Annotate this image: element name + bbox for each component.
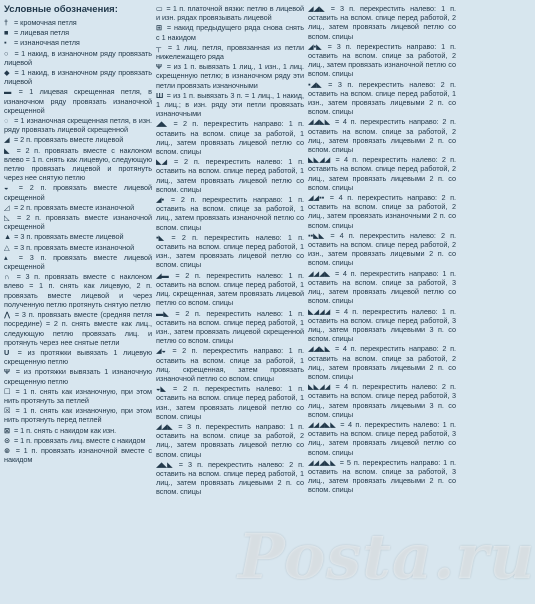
- knitting-symbol-icon: ◢◢◣◣: [308, 344, 331, 354]
- knitting-symbol-icon: ◒◣: [156, 384, 166, 394]
- legend-entry-text: = 2 п. перекрестить направо: 1 п. оставить на вспом. спице за работой, 1 лиц. скрещенная, затем провязать изнаночной петлю со вспом. спицы: [156, 346, 305, 383]
- legend-entry: [156, 346, 304, 383]
- legend-column-2: [156, 4, 304, 604]
- knitting-symbol-icon: ▪▪◣◣: [308, 230, 325, 240]
- legend-list-2: [156, 4, 304, 497]
- legend-entry-text: = накид предыдущего ряда снова снять с 1 накидом: [156, 23, 304, 42]
- legend-entry-text: = 1 п. снять с накидом как изн.: [13, 425, 117, 435]
- legend-entry: [4, 183, 152, 201]
- legend-entry-text: = 1 п. платочной вязки: петлю в лицевой и изн. рядах провязывать лицевой: [156, 4, 304, 23]
- knitting-symbol-icon: ◿: [4, 202, 10, 212]
- knitting-symbol-icon: ◢◒: [156, 346, 166, 356]
- legend-entry-text: = 3 п. провязать вместе лицевой: [14, 232, 124, 242]
- legend-entry-text: = 1 п. провязать лиц. вместе с накидом: [13, 435, 146, 445]
- legend-entry: [4, 49, 152, 67]
- knitting-symbol-icon: ◣◢: [156, 157, 168, 167]
- knitting-symbol-icon: ⋀: [4, 310, 11, 320]
- legend-column-3: [308, 4, 456, 604]
- legend-entry: [308, 382, 456, 419]
- knitting-symbol-icon: ∩: [4, 272, 10, 282]
- legend-list-1: [4, 18, 152, 464]
- legend-entry: [156, 460, 304, 497]
- legend-entry: [156, 119, 304, 156]
- legend-entry: [4, 367, 152, 385]
- legend-entry: [156, 43, 304, 61]
- knitting-symbol-icon: ◢◢◢◣◣: [308, 419, 336, 429]
- legend-entry-text: = 2 п. перекрестить направо: 1 п. оставить на вспом. спице за работой, 1 лиц., затем провязать лицевой петлю со вспом. спицы: [156, 119, 305, 157]
- legend-entry: [4, 18, 152, 27]
- legend-entry: [4, 310, 152, 347]
- legend-entry-text: = 3 п. провязать вместе (средняя петля посредине) = 2 п. снять вместе как лиц., следующую петлю провязать лиц. и протянуть через нее снятые петли: [4, 310, 152, 347]
- legend-entry: [4, 116, 152, 134]
- legend-entry-text: = кромочная петля: [13, 18, 77, 27]
- legend-entry-text: = 2 п. провязать вместе лицевой скрещенной: [4, 183, 152, 202]
- legend-entry: [4, 446, 152, 464]
- legend-entry-text: = из протяжки вывязать 1 лицевую скрещенную петлю: [4, 347, 152, 367]
- legend-entry-text: = 4 п. перекрестить направо: 2 п. оставить на вспом. спице за работой, 2 лиц., затем провязать лицевыми 2 п. со вспом. спицы: [308, 344, 457, 381]
- legend-entry: [308, 307, 456, 344]
- legend-entry: [156, 271, 304, 308]
- legend-entry-text: = 3 п. провязать вместе изнаночной: [13, 242, 135, 252]
- knitting-symbol-icon: ▴: [4, 252, 8, 262]
- knitting-symbol-icon: U: [4, 347, 10, 357]
- legend-entry-text: = 1 лицевая скрещенная петля, в изнаночном ряду провязать изнаночной скрещенной: [4, 87, 152, 115]
- knitting-symbol-icon: ▬: [4, 87, 12, 97]
- knitting-symbol-icon: ◣◣◢◢: [308, 155, 331, 165]
- knitting-symbol-icon: ◺: [4, 213, 10, 223]
- legend-entry: [156, 384, 304, 421]
- legend-title: Условные обозначения:: [4, 4, 118, 15]
- knitting-symbol-icon: ◢◢◣: [156, 421, 173, 431]
- legend-entry-text: = 4 п. перекрестить направо: 1 п. оставить на вспом. спице за работой, 3 лиц., затем провязать лицевой петлю со вспом. спицы: [308, 268, 457, 306]
- legend-entry: [156, 23, 304, 41]
- knitting-symbol-icon: ◢▪: [156, 195, 165, 205]
- legend-entry: [156, 91, 304, 119]
- legend-entry-text: = 1 накид, в изнаночном ряду провязать лицевой: [4, 68, 152, 87]
- knitting-symbol-icon: ▭: [156, 4, 163, 13]
- legend-entry-text: = 5 п. перекрестить направо: 1 п. оставить на вспом. спице за работой, 3 лиц., затем провязать лицевыми 2 п. со вспом. спицы: [308, 457, 456, 495]
- knitting-symbol-icon: ▪◣: [156, 232, 165, 242]
- knitting-symbol-icon: ■: [4, 28, 9, 38]
- legend-entry: [4, 28, 152, 37]
- legend-entry-text: = 2 п. перекрестить налево: 1 п. оставить на вспом. спице перед работой, 1 лиц. скрещенная, затем провязать лицевой петлю со вспом. спицы: [156, 270, 304, 308]
- knitting-symbol-icon: ▬◣: [156, 308, 169, 318]
- legend-entry-text: = 2 п. провязать вместе изнаночной: [13, 202, 135, 212]
- legend-entry: [308, 344, 456, 381]
- legend-entry: [308, 155, 456, 192]
- legend-entry-text: = 2 п. провязать вместе лицевой: [13, 135, 124, 145]
- legend-entry: [308, 420, 456, 457]
- legend-entry-text: = 2 п. перекрестить налево: 1 п. оставить на вспом. спице перед работой, 1 изн., затем провязать лицевой петлю со вспом. спицы: [156, 384, 304, 421]
- legend-entry-text: = из протяжки вывязать 1 изнаночную скрещенную петлю: [4, 367, 152, 386]
- legend-entry-text: = 3 п. перекрестить налево: 2 п. оставить на вспом. спице перед работой, 1 лиц., затем провязать лицевыми 2 п. со вспом. спицы: [156, 459, 305, 497]
- knitting-symbol-icon: ⊚: [4, 445, 11, 455]
- legend-entry: [156, 157, 304, 194]
- legend-entry: [4, 272, 152, 309]
- knitting-symbol-icon: ┬: [156, 42, 162, 52]
- legend-entry-text: = 2 п. провязать вместе изнаночной скрещенной: [4, 213, 152, 232]
- legend-entry-text: = 3 п. перекрестить налево: 1 п. оставить на вспом. спице перед работой, 2 лиц., затем провязать лицевой петлю со вспом. спицы: [308, 4, 457, 41]
- legend-entry-text: = 4 п. перекрестить налево: 2 п. оставить на вспом. спице перед работой, 3 лиц., затем провязать лицевыми 3 п. со вспом. спицы: [308, 382, 457, 419]
- knitting-symbol-icon: ☒: [4, 406, 11, 416]
- knitting-symbol-icon: ⊞: [156, 23, 163, 33]
- legend-entry-text: = 3 п. перекрестить направо: 1 п. оставить на вспом. спице за работой, 2 лиц., затем провязать изнаночной петлю со вспом. спицы: [308, 41, 456, 79]
- legend-entry: [308, 117, 456, 154]
- legend-entry: [4, 38, 152, 47]
- knitting-symbol-icon: ◢◢◣◣: [308, 117, 331, 127]
- legend-entry-text: = 1 п. снять как изнаночную, при этом нить протянуть перед петлей: [4, 406, 152, 425]
- knitting-symbol-icon: ◣: [4, 145, 10, 155]
- legend-entry: [4, 387, 152, 405]
- knitting-symbol-icon: ▪: [4, 38, 7, 48]
- legend-entry: [156, 309, 304, 346]
- knitting-symbol-icon: ▪◢◣: [308, 79, 322, 89]
- legend-entry: [4, 213, 152, 231]
- legend-entry: [308, 193, 456, 230]
- legend-entry-text: = 1 п. снять как изнаночную, при этом нить протянуть за петлей: [4, 386, 152, 405]
- legend-entry: [308, 4, 456, 41]
- knitting-symbol-icon: ◢▪◣: [308, 41, 322, 51]
- legend-entry: [308, 80, 456, 117]
- legend-entry: [4, 253, 152, 271]
- knitting-symbol-icon: ◆: [4, 68, 10, 78]
- legend-entry-text: = 4 п. перекрестить налево: 2 п. оставить на вспом. спице перед работой, 2 лиц., затем провязать лицевыми 2 п. со вспом. спицы: [308, 155, 457, 192]
- legend-entry-text: = 3 п. провязать вместе с наклоном влево = 1 п. снять как лицевую, 2 п. провязать вместе лицевой и через полученную петлю протянуть снятую петлю: [4, 272, 152, 309]
- legend-entry-text: = 3 п. перекрестить направо: 1 п. оставить на вспом. спице за работой, 2 лиц., затем провязать лицевой петлю со вспом. спицы: [156, 421, 305, 459]
- legend-entry-text: = 3 п. провязать вместе лицевой скрещенной: [4, 252, 152, 272]
- legend-entry-text: = 1 п. провязать изнаночной вместе с накидом: [4, 445, 152, 465]
- legend-entry: [4, 135, 152, 144]
- legend-entry-text: = 1 накид, в изнаночном ряду провязать лицевой: [4, 48, 152, 67]
- knitting-symbol-icon: ◢◢◢◣◣: [308, 457, 336, 467]
- legend-entry: [4, 436, 152, 445]
- legend-entry: [308, 458, 456, 495]
- knitting-symbol-icon: Ψ: [156, 62, 162, 72]
- legend-column-1: [4, 4, 152, 604]
- site-watermark: Posta.ru: [238, 520, 535, 593]
- knitting-symbol-icon: ◌: [4, 116, 9, 126]
- knitting-symbol-icon: ▲: [4, 232, 12, 242]
- knitting-symbol-icon: ☐: [4, 386, 11, 396]
- knitting-symbol-icon: †: [4, 18, 9, 27]
- legend-entry: [308, 231, 456, 268]
- legend-entry: [4, 146, 152, 183]
- legend-entry: [156, 62, 304, 90]
- knitting-symbol-icon: ◢: [4, 135, 10, 145]
- legend-columns: [4, 4, 456, 604]
- legend-entry: [4, 426, 152, 435]
- legend-entry: [4, 406, 152, 424]
- knitting-symbol-icon: ◢◣: [156, 119, 168, 129]
- knitting-symbol-icon: ◒: [4, 183, 9, 193]
- legend-entry: [156, 233, 304, 270]
- legend-entry-text: = 4 п. перекрестить направо: 2 п. оставить на вспом. спице за работой, 2 лиц., затем провязать изнаночными 2 п. со вспом. спицы: [308, 193, 456, 230]
- legend-entry-text: = изнаночная петля: [13, 38, 80, 48]
- legend-entry-text: = 2 п. перекрестить налево: 1 п. оставить на вспом. спице перед работой, 1 лиц., затем провязать лицевой петлю со вспом. спицы: [156, 157, 304, 194]
- legend-entry-text: = из 1 п. вывязать 1 лиц., 1 изн., 1 лиц. скрещенную петлю; в изнаночном ряду эти петли провязать изнаночными: [156, 62, 304, 90]
- knitting-symbol-icon: ◢◢◢◣: [308, 268, 331, 278]
- legend-entry: [308, 269, 456, 306]
- knitting-symbol-icon: ⊠: [4, 425, 11, 435]
- knitting-symbol-icon: Ψ: [4, 367, 10, 377]
- legend-entry: [156, 422, 304, 459]
- knitting-symbol-icon: ◣◢◢◢: [308, 306, 331, 316]
- knitting-symbol-icon: ○: [4, 48, 9, 58]
- legend-entry-text: = 2 п. провязать вместе с наклоном влево = 1 п. снять как лицевую, следующую петлю провязать лицевой и протянуть через нее снятую петлю: [4, 145, 152, 183]
- knitting-symbol-icon: ⊙: [4, 435, 11, 445]
- legend-entry: [4, 203, 152, 212]
- legend-entry-text: = 1 изнаночная скрещенная петля, в изн. ряду провязать лицевой скрещенной: [4, 116, 152, 135]
- legend-list-3: [308, 4, 456, 495]
- legend-entry-text: = 2 п. перекрестить налево: 1 п. оставить на вспом. спице перед работой, 1 изн., затем провязать лицевой скрещенной петлю со вспом. спицы: [156, 308, 304, 346]
- legend-entry-text: = 4 п. перекрестить направо: 2 п. оставить на вспом. спице за работой, 2 лиц., затем провязать лицевыми 2 п. со вспом. спицы: [308, 117, 457, 155]
- knitting-symbol-icon: ◢▬: [156, 270, 169, 280]
- legend-entry-text: = 4 п. перекрестить налево: 1 п. оставить на вспом. спице перед работой, 3 лиц., затем провязать лицевыми 3 п. со вспом. спицы: [308, 306, 457, 344]
- knitting-symbol-icon: ◢◣◣: [156, 459, 173, 469]
- knitting-symbol-icon: ◢◢▪▪: [308, 193, 325, 203]
- legend-entry-text: = 1 лиц. петля, провязанная из петли нижележащего ряда: [156, 42, 304, 62]
- legend-entry: [308, 42, 456, 79]
- legend-entry: [4, 348, 152, 366]
- legend-entry-text: = 2 п. перекрестить направо: 1 п. оставить на вспом. спице за работой, 1 лиц., затем провязать изнаночной петлю со вспом. спицы: [156, 195, 304, 232]
- legend-entry: [156, 4, 304, 22]
- legend-entry-text: = 4 п. перекрестить налево: 1 п. оставить на вспом. спице перед работой, 3 лиц., затем провязать лицевой петлю со вспом. спицы: [308, 419, 457, 457]
- legend-entry-text: = 3 п. перекрестить налево: 2 п. оставить на вспом. спице перед работой, 1 изн., затем провязать лицевыми 2 п. со вспом. спицы: [308, 79, 456, 117]
- legend-entry-text: = 2 п. перекрестить налево: 1 п. оставить на вспом. спице перед работой, 1 изн., затем провязать лицевой петлю со вспом. спицы: [156, 232, 304, 270]
- legend-entry: [156, 195, 304, 232]
- legend-entry-text: = лицевая петля: [13, 28, 70, 38]
- legend-entry-text: = из 1 п. вывязать 3 п. = 1 лиц., 1 накид, 1 лиц.; в изн. ряду эти петли провязать изнаночными: [156, 90, 304, 119]
- legend-entry: [4, 243, 152, 252]
- knitting-symbol-icon: Ш: [156, 90, 164, 100]
- legend-entry: [4, 232, 152, 241]
- knitting-symbol-icon: ◢◢◣: [308, 4, 325, 13]
- legend-entry: [4, 68, 152, 86]
- knitting-symbol-icon: △: [4, 242, 10, 252]
- legend-entry: [4, 87, 152, 115]
- knitting-symbol-icon: ◣◣◢◢: [308, 382, 331, 392]
- legend-entry-text: = 4 п. перекрестить налево: 2 п. оставить на вспом. спице перед работой, 2 изн., затем провязать лицевыми 2 п. со вспом. спицы: [308, 230, 456, 268]
